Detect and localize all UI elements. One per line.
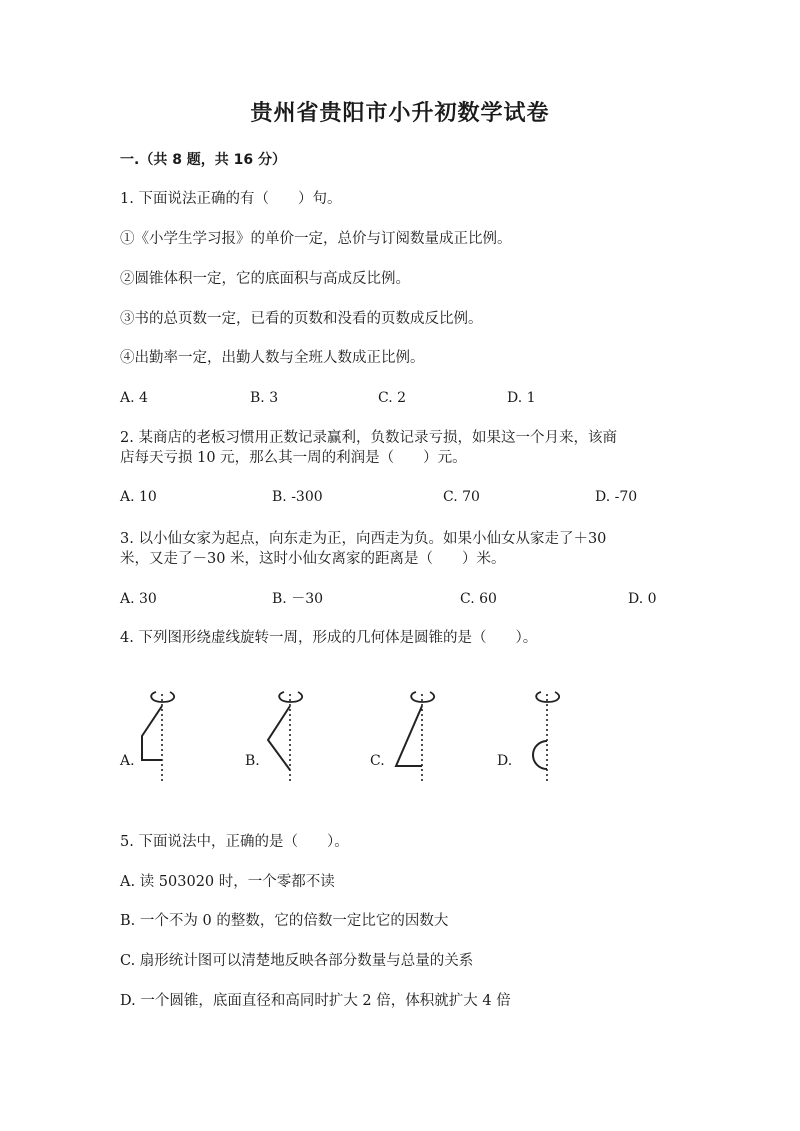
q4-figure-d (515, 684, 575, 784)
q5-option-d: D. 一个圆锥，底面直径和高同时扩大 2 倍，体积就扩大 4 倍 (120, 993, 511, 1009)
page-title: 贵州省贵阳市小升初数学试卷 (250, 101, 550, 126)
q5-option-c: C. 扇形统计图可以清楚地反映各部分数量与总量的关系 (120, 953, 474, 969)
q3-stem-line-1: 3. 以小仙女家为起点，向东走为正，向西走为负。如果小仙女从家走了＋30 (120, 531, 607, 547)
q4-figure-a-label: A. (120, 753, 135, 769)
q4-figure-c-label: C. (370, 753, 385, 769)
q1-statement-3: ③书的总页数一定，已看的页数和没看的页数成反比例。 (120, 311, 483, 327)
q4-figure-c (390, 684, 450, 784)
q1-option-c: C. 2 (378, 390, 407, 406)
q1-option-a: A. 4 (120, 390, 148, 406)
q3-option-b: B. －30 (272, 591, 324, 607)
q1-statement-1: ①《小学生学习报》的单价一定，总价与订阅数量成正比例。 (120, 231, 512, 247)
q1-statement-2: ②圆锥体积一定，它的底面积与高成反比例。 (120, 271, 410, 287)
section-heading: 一.（共 8 题，共 16 分） (120, 152, 287, 168)
q1-stem: 1. 下面说法正确的有（ ）句。 (120, 191, 342, 207)
q1-option-d: D. 1 (507, 390, 536, 406)
q1-option-b: B. 3 (250, 390, 279, 406)
q2-option-b: B. -300 (272, 489, 323, 505)
q2-stem-line-1: 2. 某商店的老板习惯用正数记录赢利，负数记录亏损，如果这一个月来，该商 (120, 430, 617, 446)
q2-option-a: A. 10 (120, 489, 157, 505)
q2-option-c: C. 70 (443, 489, 480, 505)
q5-option-a: A. 读 503020 时，一个零都不读 (120, 874, 335, 890)
q3-stem-line-2: 米，又走了－30 米，这时小仙女离家的距离是（ ）米。 (120, 551, 506, 567)
q4-stem: 4. 下列图形绕虚线旋转一周，形成的几何体是圆锥的是（ ）。 (120, 630, 538, 646)
q2-option-d: D. -70 (595, 489, 638, 505)
q4-figure-b-label: B. (245, 753, 260, 769)
q2-stem-line-2: 店每天亏损 10 元，那么其一周的利润是（ ）元。 (120, 450, 467, 466)
q3-option-a: A. 30 (120, 591, 157, 607)
q5-stem: 5. 下面说法中，正确的是（ ）。 (120, 834, 349, 850)
q1-statement-4: ④出勤率一定，出勤人数与全班人数成正比例。 (120, 350, 425, 366)
q4-figure-b (258, 684, 318, 784)
q3-option-d: D. 0 (628, 591, 657, 607)
q4-figure-a (130, 684, 190, 784)
q4-figure-d-label: D. (497, 753, 513, 769)
q5-option-b: B. 一个不为 0 的整数，它的倍数一定比它的因数大 (120, 913, 449, 929)
q3-option-c: C. 60 (460, 591, 497, 607)
